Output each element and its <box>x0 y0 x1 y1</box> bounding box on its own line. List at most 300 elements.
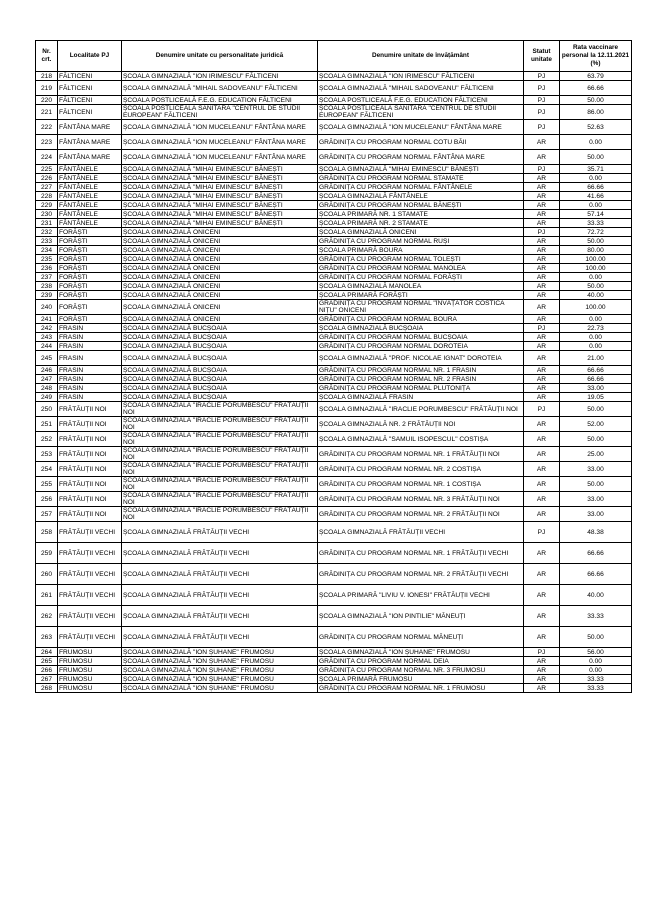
cell-rata: 0.00 <box>560 666 632 675</box>
cell-rata: 86.00 <box>560 105 632 120</box>
cell-pj: ȘCOALA GIMNAZIALĂ "ION ȘUHANE" FRUMOSU <box>122 684 318 693</box>
cell-pj: ȘCOALA GIMNAZIALĂ FRĂTĂUȚII VECHI <box>122 522 318 543</box>
cell-localitate: FRUMOSU <box>58 684 122 693</box>
cell-rata: 33.33 <box>560 675 632 684</box>
cell-rata: 22.73 <box>560 324 632 333</box>
cell-statut: AR <box>524 564 560 585</box>
table-row <box>36 81 632 96</box>
cell-nr: 240 <box>36 300 58 315</box>
cell-nr: 249 <box>36 393 58 402</box>
cell-pj: ȘCOALA GIMNAZIALĂ "IRACLIE PORUMBESCU" FRĂTĂUȚII NOI <box>122 402 318 417</box>
cell-unitate: GRĂDINIȚA CU PROGRAM NORMAL NR. 3 FRĂTĂUȚII NOI <box>318 492 524 507</box>
cell-rata: 66.66 <box>560 543 632 564</box>
cell-localitate: FRĂTĂUȚII VECHI <box>58 543 122 564</box>
cell-localitate: FRĂTĂUȚII NOI <box>58 447 122 462</box>
table-row <box>36 264 632 273</box>
table-row <box>36 333 632 342</box>
vaccination-table <box>35 40 632 693</box>
cell-statut: PJ <box>524 648 560 657</box>
cell-localitate: FĂLTICENI <box>58 105 122 120</box>
cell-unitate: GRĂDINIȚA CU PROGRAM NORMAL PLUTONIȚA <box>318 384 524 393</box>
cell-localitate: FÂNTÂNELE <box>58 183 122 192</box>
cell-rata: 50.00 <box>560 477 632 492</box>
cell-rata: 35.71 <box>560 165 632 174</box>
cell-localitate: FRASIN <box>58 342 122 351</box>
cell-rata: 100.00 <box>560 264 632 273</box>
cell-nr: 222 <box>36 120 58 135</box>
cell-nr: 261 <box>36 585 58 606</box>
cell-pj: ȘCOALA GIMNAZIALĂ "MIHAI EMINESCU" BĂNEȘTI <box>122 192 318 201</box>
cell-nr: 237 <box>36 273 58 282</box>
cell-statut: AR <box>524 351 560 366</box>
header-unitate: Denumire unitate de învățământ <box>318 41 524 72</box>
cell-localitate: FORĂȘTI <box>58 264 122 273</box>
cell-localitate: FÂNTÂNA MARE <box>58 150 122 165</box>
cell-pj: ȘCOALA GIMNAZIALĂ BUCȘOAIA <box>122 333 318 342</box>
cell-pj: ȘCOALA GIMNAZIALĂ "MIHAI EMINESCU" BĂNEȘTI <box>122 201 318 210</box>
table-row <box>36 273 632 282</box>
cell-unitate: ȘCOALA PRIMARĂ NR. 2 STAMATE <box>318 219 524 228</box>
cell-pj: ȘCOALA POSTLICEALĂ F.E.G. EDUCATION FĂLTICENI <box>122 96 318 105</box>
cell-nr: 243 <box>36 333 58 342</box>
cell-pj: ȘCOALA GIMNAZIALĂ FRĂTĂUȚII VECHI <box>122 627 318 648</box>
cell-unitate: GRĂDINIȚA CU PROGRAM NORMAL FÂNTÂNA MARE <box>318 150 524 165</box>
cell-rata: 56.00 <box>560 648 632 657</box>
cell-pj: ȘCOALA GIMNAZIALĂ FRĂTĂUȚII VECHI <box>122 543 318 564</box>
cell-nr: 221 <box>36 105 58 120</box>
table-row <box>36 174 632 183</box>
cell-rata: 0.00 <box>560 333 632 342</box>
cell-pj: ȘCOALA GIMNAZIALĂ BUCȘOAIA <box>122 324 318 333</box>
cell-unitate: GRĂDINIȚA CU PROGRAM NORMAL NR. 1 FRASIN <box>318 366 524 375</box>
cell-unitate: GRĂDINIȚA CU PROGRAM NORMAL COTU BĂII <box>318 135 524 150</box>
cell-pj: ȘCOALA GIMNAZIALĂ "MIHAIL SADOVEANU" FĂLTICENI <box>122 81 318 96</box>
header-rata: Rata vaccinare personal la 12.11.2021 (%) <box>560 41 632 72</box>
cell-rata: 50.00 <box>560 237 632 246</box>
cell-localitate: FRASIN <box>58 324 122 333</box>
cell-statut: AR <box>524 201 560 210</box>
cell-pj: ȘCOALA GIMNAZIALĂ FRĂTĂUȚII VECHI <box>122 585 318 606</box>
cell-statut: PJ <box>524 105 560 120</box>
cell-nr: 224 <box>36 150 58 165</box>
cell-rata: 0.00 <box>560 135 632 150</box>
cell-localitate: FORĂȘTI <box>58 255 122 264</box>
cell-unitate: ȘCOALA GIMNAZIALĂ ONICENI <box>318 228 524 237</box>
cell-nr: 218 <box>36 72 58 81</box>
cell-statut: AR <box>524 432 560 447</box>
cell-statut: AR <box>524 264 560 273</box>
table-row <box>36 351 632 366</box>
cell-rata: 72.72 <box>560 228 632 237</box>
cell-localitate: FRĂTĂUȚII VECHI <box>58 564 122 585</box>
cell-rata: 0.00 <box>560 273 632 282</box>
cell-pj: ȘCOALA GIMNAZIALĂ ONICENI <box>122 300 318 315</box>
cell-statut: AR <box>524 543 560 564</box>
cell-nr: 229 <box>36 201 58 210</box>
cell-nr: 263 <box>36 627 58 648</box>
cell-pj: ȘCOALA GIMNAZIALĂ FRĂTĂUȚII VECHI <box>122 564 318 585</box>
cell-statut: AR <box>524 507 560 522</box>
cell-nr: 238 <box>36 282 58 291</box>
cell-nr: 246 <box>36 366 58 375</box>
table-row <box>36 72 632 81</box>
cell-nr: 239 <box>36 291 58 300</box>
cell-pj: ȘCOALA GIMNAZIALĂ BUCȘOAIA <box>122 375 318 384</box>
cell-nr: 251 <box>36 417 58 432</box>
cell-nr: 227 <box>36 183 58 192</box>
cell-statut: AR <box>524 375 560 384</box>
table-row <box>36 402 632 417</box>
table-row <box>36 384 632 393</box>
cell-unitate: GRĂDINIȚA CU PROGRAM NORMAL NR. 1 FRUMOSU <box>318 684 524 693</box>
cell-rata: 50.00 <box>560 402 632 417</box>
cell-pj: ȘCOALA GIMNAZIALĂ "MIHAI EMINESCU" BĂNEȘTI <box>122 219 318 228</box>
cell-statut: PJ <box>524 96 560 105</box>
cell-statut: AR <box>524 150 560 165</box>
cell-localitate: FORĂȘTI <box>58 282 122 291</box>
cell-localitate: FRĂTĂUȚII VECHI <box>58 606 122 627</box>
cell-localitate: FÂNTÂNELE <box>58 165 122 174</box>
table-row <box>36 492 632 507</box>
cell-nr: 236 <box>36 264 58 273</box>
cell-nr: 262 <box>36 606 58 627</box>
header-statut: Statut unitate <box>524 41 560 72</box>
cell-localitate: FORĂȘTI <box>58 228 122 237</box>
table-row <box>36 564 632 585</box>
cell-pj: ȘCOALA GIMNAZIALĂ ONICENI <box>122 246 318 255</box>
cell-statut: AR <box>524 315 560 324</box>
cell-pj: ȘCOALA GIMNAZIALĂ "ION ȘUHANE" FRUMOSU <box>122 648 318 657</box>
cell-statut: AR <box>524 210 560 219</box>
table-row <box>36 300 632 315</box>
cell-pj: ȘCOALA GIMNAZIALĂ "IRACLIE PORUMBESCU" FRĂTĂUȚII NOI <box>122 462 318 477</box>
cell-pj: ȘCOALA GIMNAZIALĂ "ION IRIMESCU" FĂLTICENI <box>122 72 318 81</box>
cell-localitate: FÂNTÂNELE <box>58 210 122 219</box>
cell-localitate: FRĂTĂUȚII NOI <box>58 477 122 492</box>
cell-statut: PJ <box>524 72 560 81</box>
cell-nr: 245 <box>36 351 58 366</box>
cell-nr: 242 <box>36 324 58 333</box>
cell-unitate: GRĂDINIȚA CU PROGRAM NORMAL TOLEȘTI <box>318 255 524 264</box>
cell-rata: 80.00 <box>560 246 632 255</box>
cell-statut: AR <box>524 447 560 462</box>
table-row <box>36 192 632 201</box>
cell-pj: ȘCOALA POSTLICEALĂ SANITARĂ "CENTRUL DE STUDII EUROPEAN" FĂLTICENI <box>122 105 318 120</box>
cell-unitate: ȘCOALA GIMNAZIALĂ "ION MUCELEANU" FÂNTÂNA MARE <box>318 120 524 135</box>
cell-localitate: FRUMOSU <box>58 648 122 657</box>
cell-rata: 25.00 <box>560 447 632 462</box>
cell-pj: ȘCOALA GIMNAZIALĂ "ION ȘUHANE" FRUMOSU <box>122 675 318 684</box>
cell-unitate: GRĂDINIȚA CU PROGRAM NORMAL "ÎNVĂȚĂTOR COSTICĂ NIȚU" ONICENI <box>318 300 524 315</box>
cell-localitate: FORĂȘTI <box>58 315 122 324</box>
cell-localitate: FRĂTĂUȚII NOI <box>58 417 122 432</box>
table-row <box>36 219 632 228</box>
cell-statut: PJ <box>524 81 560 96</box>
cell-statut: AR <box>524 627 560 648</box>
cell-nr: 219 <box>36 81 58 96</box>
cell-statut: AR <box>524 417 560 432</box>
cell-localitate: FRASIN <box>58 393 122 402</box>
table-row <box>36 183 632 192</box>
cell-rata: 0.00 <box>560 657 632 666</box>
cell-rata: 0.00 <box>560 315 632 324</box>
cell-nr: 266 <box>36 666 58 675</box>
cell-unitate: ȘCOALA GIMNAZIALĂ "MIHAIL SADOVEANU" FĂLTICENI <box>318 81 524 96</box>
table-row <box>36 675 632 684</box>
cell-statut: AR <box>524 237 560 246</box>
cell-unitate: ȘCOALA PRIMARĂ BOURA <box>318 246 524 255</box>
cell-rata: 33.33 <box>560 219 632 228</box>
cell-rata: 66.66 <box>560 564 632 585</box>
cell-nr: 256 <box>36 492 58 507</box>
cell-unitate: GRĂDINIȚA CU PROGRAM NORMAL FÂNTÂNELE <box>318 183 524 192</box>
cell-localitate: FRUMOSU <box>58 675 122 684</box>
cell-unitate: GRĂDINIȚA CU PROGRAM NORMAL MĂNEUȚI <box>318 627 524 648</box>
cell-localitate: FORĂȘTI <box>58 246 122 255</box>
cell-rata: 100.00 <box>560 255 632 264</box>
cell-statut: AR <box>524 393 560 402</box>
table-row <box>36 324 632 333</box>
cell-pj: ȘCOALA GIMNAZIALĂ ONICENI <box>122 291 318 300</box>
cell-pj: ȘCOALA GIMNAZIALĂ "MIHAI EMINESCU" BĂNEȘTI <box>122 174 318 183</box>
table-row <box>36 375 632 384</box>
cell-nr: 225 <box>36 165 58 174</box>
cell-rata: 57.14 <box>560 210 632 219</box>
cell-localitate: FORĂȘTI <box>58 237 122 246</box>
cell-unitate: ȘCOALA POSTLICEALĂ SANITARĂ "CENTRUL DE STUDII EUROPEAN" FĂLTICENI <box>318 105 524 120</box>
cell-statut: AR <box>524 585 560 606</box>
cell-nr: 241 <box>36 315 58 324</box>
cell-localitate: FRĂTĂUȚII VECHI <box>58 627 122 648</box>
cell-rata: 63.79 <box>560 72 632 81</box>
cell-nr: 253 <box>36 447 58 462</box>
cell-unitate: GRĂDINIȚA CU PROGRAM NORMAL NR. 2 FRĂTĂUȚII VECHI <box>318 564 524 585</box>
cell-pj: ȘCOALA GIMNAZIALĂ "IRACLIE PORUMBESCU" FRĂTĂUȚII NOI <box>122 447 318 462</box>
cell-pj: ȘCOALA GIMNAZIALĂ "MIHAI EMINESCU" BĂNEȘTI <box>122 183 318 192</box>
table-row <box>36 393 632 402</box>
cell-nr: 233 <box>36 237 58 246</box>
cell-localitate: FRĂTĂUȚII NOI <box>58 432 122 447</box>
cell-rata: 50.00 <box>560 432 632 447</box>
cell-unitate: ȘCOALA POSTLICEALĂ F.E.G. EDUCATION FĂLTICENI <box>318 96 524 105</box>
cell-unitate: GRĂDINIȚA CU PROGRAM NORMAL NR. 1 FRĂTĂUȚII VECHI <box>318 543 524 564</box>
cell-pj: ȘCOALA GIMNAZIALĂ "IRACLIE PORUMBESCU" FRĂTĂUȚII NOI <box>122 417 318 432</box>
cell-statut: PJ <box>524 402 560 417</box>
cell-pj: ȘCOALA GIMNAZIALĂ ONICENI <box>122 228 318 237</box>
table-row <box>36 255 632 264</box>
cell-statut: AR <box>524 333 560 342</box>
table-row <box>36 165 632 174</box>
cell-statut: PJ <box>524 324 560 333</box>
cell-localitate: FĂLTICENI <box>58 81 122 96</box>
cell-localitate: FÂNTÂNA MARE <box>58 135 122 150</box>
table-row <box>36 507 632 522</box>
cell-localitate: FĂLTICENI <box>58 72 122 81</box>
cell-pj: ȘCOALA GIMNAZIALĂ ONICENI <box>122 264 318 273</box>
cell-statut: AR <box>524 255 560 264</box>
cell-localitate: FRASIN <box>58 333 122 342</box>
cell-statut: AR <box>524 183 560 192</box>
cell-unitate: GRĂDINIȚA CU PROGRAM NORMAL RUȘI <box>318 237 524 246</box>
header-localitate: Localitate PJ <box>58 41 122 72</box>
cell-pj: ȘCOALA GIMNAZIALĂ BUCȘOAIA <box>122 366 318 375</box>
header-pj: Denumire unitate cu personalitate juridică <box>122 41 318 72</box>
cell-pj: ȘCOALA GIMNAZIALĂ "IRACLIE PORUMBESCU" FRĂTĂUȚII NOI <box>122 477 318 492</box>
cell-nr: 255 <box>36 477 58 492</box>
cell-statut: AR <box>524 606 560 627</box>
cell-nr: 247 <box>36 375 58 384</box>
cell-unitate: ȘCOALA GIMNAZIALĂ FRĂTĂUȚII VECHI <box>318 522 524 543</box>
table-row <box>36 543 632 564</box>
cell-pj: ȘCOALA GIMNAZIALĂ "ION ȘUHANE" FRUMOSU <box>122 657 318 666</box>
table-row <box>36 627 632 648</box>
cell-rata: 100.00 <box>560 300 632 315</box>
cell-rata: 33.00 <box>560 384 632 393</box>
cell-unitate: ȘCOALA GIMNAZIALĂ NR. 2 FRĂTĂUȚII NOI <box>318 417 524 432</box>
cell-statut: AR <box>524 192 560 201</box>
table-row <box>36 150 632 165</box>
cell-rata: 33.33 <box>560 684 632 693</box>
cell-pj: ȘCOALA GIMNAZIALĂ "ION MUCELEANU" FÂNTÂNA MARE <box>122 150 318 165</box>
cell-rata: 0.00 <box>560 174 632 183</box>
cell-nr: 230 <box>36 210 58 219</box>
cell-rata: 33.00 <box>560 462 632 477</box>
cell-pj: ȘCOALA GIMNAZIALĂ ONICENI <box>122 255 318 264</box>
table-row <box>36 105 632 120</box>
table-row <box>36 135 632 150</box>
cell-statut: PJ <box>524 522 560 543</box>
cell-nr: 244 <box>36 342 58 351</box>
cell-unitate: GRĂDINIȚA CU PROGRAM NORMAL BOURA <box>318 315 524 324</box>
cell-unitate: ȘCOALA GIMNAZIALĂ "ION IRIMESCU" FĂLTICENI <box>318 72 524 81</box>
table-row <box>36 315 632 324</box>
cell-rata: 21.00 <box>560 351 632 366</box>
cell-unitate: ȘCOALA PRIMARĂ NR. 1 STAMATE <box>318 210 524 219</box>
cell-localitate: FRĂTĂUȚII VECHI <box>58 522 122 543</box>
cell-nr: 234 <box>36 246 58 255</box>
cell-pj: ȘCOALA GIMNAZIALĂ "IRACLIE PORUMBESCU" FRĂTĂUȚII NOI <box>122 432 318 447</box>
cell-statut: AR <box>524 300 560 315</box>
cell-statut: AR <box>524 684 560 693</box>
cell-unitate: GRĂDINIȚA CU PROGRAM NORMAL DEIA <box>318 657 524 666</box>
cell-localitate: FORĂȘTI <box>58 300 122 315</box>
cell-localitate: FRĂTĂUȚII NOI <box>58 402 122 417</box>
table-row <box>36 201 632 210</box>
cell-statut: AR <box>524 246 560 255</box>
cell-unitate: GRĂDINIȚA CU PROGRAM NORMAL BUCȘOAIA <box>318 333 524 342</box>
cell-nr: 235 <box>36 255 58 264</box>
cell-statut: PJ <box>524 228 560 237</box>
table-row <box>36 432 632 447</box>
cell-unitate: ȘCOALA GIMNAZIALĂ "PROF. NICOLAE IGNAT" DOROTEIA <box>318 351 524 366</box>
table-row <box>36 462 632 477</box>
cell-rata: 66.66 <box>560 183 632 192</box>
cell-pj: ȘCOALA GIMNAZIALĂ BUCȘOAIA <box>122 384 318 393</box>
cell-pj: ȘCOALA GIMNAZIALĂ "MIHAI EMINESCU" BĂNEȘTI <box>122 165 318 174</box>
cell-rata: 66.66 <box>560 375 632 384</box>
cell-statut: AR <box>524 366 560 375</box>
cell-pj: ȘCOALA GIMNAZIALĂ ONICENI <box>122 273 318 282</box>
table-row <box>36 246 632 255</box>
cell-nr: 248 <box>36 384 58 393</box>
cell-pj: ȘCOALA GIMNAZIALĂ "IRACLIE PORUMBESCU" FRĂTĂUȚII NOI <box>122 492 318 507</box>
cell-nr: 226 <box>36 174 58 183</box>
table-row <box>36 522 632 543</box>
cell-unitate: GRĂDINIȚA CU PROGRAM NORMAL FORĂȘTI <box>318 273 524 282</box>
cell-unitate: ȘCOALA GIMNAZIALĂ FRASIN <box>318 393 524 402</box>
table-row <box>36 228 632 237</box>
table-row <box>36 210 632 219</box>
cell-unitate: GRĂDINIȚA CU PROGRAM NORMAL NR. 1 COSTIȘA <box>318 477 524 492</box>
cell-pj: ȘCOALA GIMNAZIALĂ "ION ȘUHANE" FRUMOSU <box>122 666 318 675</box>
cell-statut: AR <box>524 219 560 228</box>
cell-localitate: FRASIN <box>58 351 122 366</box>
cell-unitate: ȘCOALA GIMNAZIALĂ FÂNTÂNELE <box>318 192 524 201</box>
cell-nr: 257 <box>36 507 58 522</box>
cell-localitate: FÂNTÂNA MARE <box>58 120 122 135</box>
cell-pj: ȘCOALA GIMNAZIALĂ ONICENI <box>122 282 318 291</box>
table-row <box>36 684 632 693</box>
cell-statut: AR <box>524 666 560 675</box>
cell-unitate: ȘCOALA GIMNAZIALĂ "SAMUIL ISOPESCUL" COSTIȘA <box>318 432 524 447</box>
cell-rata: 66.66 <box>560 366 632 375</box>
cell-localitate: FRĂTĂUȚII NOI <box>58 462 122 477</box>
cell-rata: 66.66 <box>560 81 632 96</box>
cell-rata: 50.00 <box>560 150 632 165</box>
cell-statut: AR <box>524 384 560 393</box>
cell-unitate: GRĂDINIȚA CU PROGRAM NORMAL NR. 1 FRĂTĂUȚII NOI <box>318 447 524 462</box>
cell-nr: 250 <box>36 402 58 417</box>
cell-nr: 220 <box>36 96 58 105</box>
cell-pj: ȘCOALA GIMNAZIALĂ ONICENI <box>122 315 318 324</box>
cell-nr: 259 <box>36 543 58 564</box>
cell-rata: 50.00 <box>560 282 632 291</box>
table-row <box>36 366 632 375</box>
header-nr: Nr. crt. <box>36 41 58 72</box>
cell-rata: 41.66 <box>560 192 632 201</box>
cell-rata: 40.00 <box>560 585 632 606</box>
table-row <box>36 606 632 627</box>
table-row <box>36 447 632 462</box>
cell-unitate: GRĂDINIȚA CU PROGRAM NORMAL NR. 3 FRUMOSU <box>318 666 524 675</box>
cell-nr: 231 <box>36 219 58 228</box>
cell-localitate: FĂLTICENI <box>58 96 122 105</box>
cell-unitate: ȘCOALA GIMNAZIALĂ BUCȘOAIA <box>318 324 524 333</box>
cell-nr: 260 <box>36 564 58 585</box>
cell-unitate: ȘCOALA PRIMARĂ "LIVIU V. IONESI" FRĂTĂUȚII VECHI <box>318 585 524 606</box>
cell-rata: 33.00 <box>560 507 632 522</box>
cell-nr: 267 <box>36 675 58 684</box>
cell-statut: AR <box>524 282 560 291</box>
cell-rata: 0.00 <box>560 342 632 351</box>
cell-rata: 50.00 <box>560 627 632 648</box>
cell-statut: AR <box>524 492 560 507</box>
cell-statut: AR <box>524 657 560 666</box>
table-row <box>36 477 632 492</box>
table-row <box>36 648 632 657</box>
cell-statut: PJ <box>524 165 560 174</box>
cell-localitate: FRUMOSU <box>58 666 122 675</box>
cell-rata: 52.63 <box>560 120 632 135</box>
table-row <box>36 666 632 675</box>
cell-localitate: FÂNTÂNELE <box>58 219 122 228</box>
cell-pj: ȘCOALA GIMNAZIALĂ "ION MUCELEANU" FÂNTÂNA MARE <box>122 120 318 135</box>
cell-nr: 268 <box>36 684 58 693</box>
cell-statut: AR <box>524 135 560 150</box>
cell-unitate: ȘCOALA GIMNAZIALĂ "ION PINTILIE" MĂNEUȚI <box>318 606 524 627</box>
cell-localitate: FRĂTĂUȚII VECHI <box>58 585 122 606</box>
cell-statut: AR <box>524 477 560 492</box>
